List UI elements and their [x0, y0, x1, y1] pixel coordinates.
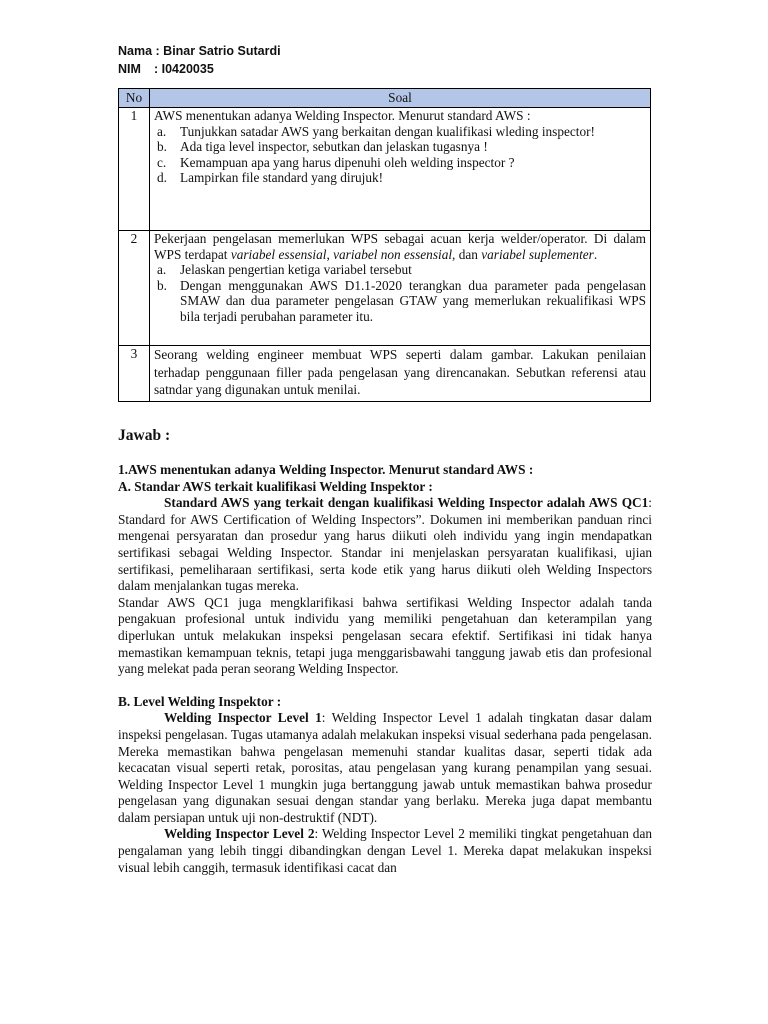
list-item: b. Dengan menggunakan AWS D1.1-2020 terangkan dua parameter pada pengelasan SMAW dan dua parameter pengelasan GTAW yang memerlukan rekualifikasi WPS bila terjadi perubahan parameter itu. [157, 277, 646, 324]
row-number: 2 [119, 231, 150, 346]
paragraph: Standar AWS QC1 juga mengklarifikasi bahwa sertifikasi Welding Inspector adalah tanda pengakuan profesional untuk individu yang memiliki pengetahuan dan keterampilan yang diperlukan untuk melakukan inspeksi pengelasan secara efektif. Sertifikasi ini tidak hanya memastikan kemampuan teknis, tetapi juga menggarisbawahi tanggung jawab etis dan profesional yang melekat pada peran seorang Welding Inspector. [118, 594, 652, 677]
nim-label: NIM [118, 62, 141, 76]
question-intro: AWS menentukan adanya Welding Inspector. Menurut standard AWS : [154, 108, 531, 123]
table-row [119, 231, 651, 346]
row-number: 3 [119, 346, 150, 402]
name-line [118, 42, 281, 60]
answer-section [118, 426, 652, 876]
question-cell [150, 346, 651, 402]
name-value: : Binar Satrio Sutardi [155, 44, 281, 58]
table-row [119, 346, 651, 402]
list-item: c. Kemampuan apa yang harus dipenuhi oleh welding inspector ? [157, 154, 515, 170]
answer-heading: Jawab : [118, 427, 171, 444]
question-cell [150, 231, 651, 346]
list-item: b. Ada tiga level inspector, sebutkan dan jelaskan tugasnya ! [157, 139, 488, 155]
paragraph: Welding Inspector Level 2: Welding Inspector Level 2 memiliki tingkat pengetahuan dan pengalaman yang lebih tinggi dibandingkan dengan Level 1. Mereka dapat melakukan inspeksi visual lebih canggih, termasuk identifikasi cacat dan [118, 826, 653, 875]
paragraph: Welding Inspector Level 1: Welding Inspector Level 1 adalah tingkatan dasar dalam inspeksi pengelasan. Tugas utamanya adalah melakukan inspeksi visual sederhana pada pengelasan. Mereka memastikan bahwa pengelasan memenuhi standar kualitas dasar, seperti tidak ada kecacatan visual seperti retak, porositas, atau pengelasan yang kurang penampilan yang sesuai. Welding Inspector Level 1 mungkin juga bertanggung jawab untuk memastikan bahwa prosedur pengelasan yang digunakan sesuai dengan standar yang berlaku. Mereka juga dapat membantu dalam persiapan untuk uji non-destruktif (NDT). [118, 710, 652, 825]
question-cell [150, 108, 651, 231]
nim-value: : I0420035 [154, 62, 214, 76]
paragraph: Standard AWS yang terkait dengan kualifikasi Welding Inspector adalah AWS QC1: Standard for AWS Certification of Welding Inspectors”. Dokumen ini memberikan panduan rinci mengenai persyaratan dan prosedur yang harus diikuti oleh individu yang ingin mendapatkan sertifikasi sebagai Welding Inspector. Standar ini menjelaskan persyaratan kualifikasi, ujian sertifikasi, pemeliharaan sertifikasi, serta kode etik yang harus diikuti oleh Welding Inspectors dalam menjalankan tugas mereka. [118, 495, 652, 594]
question-items [154, 262, 646, 324]
table-row [119, 108, 651, 231]
col-header-soal: Soal [150, 89, 651, 108]
question-1-title: 1.AWS menentukan adanya Welding Inspector. Menurut standard AWS : [118, 462, 534, 477]
name-label: Nama [118, 44, 153, 58]
question-table [118, 88, 651, 402]
table-header-row [119, 89, 651, 108]
student-header [118, 42, 281, 78]
list-item: a. Tunjukkan satadar AWS yang berkaitan dengan kualifikasi wleding inspector! [157, 123, 595, 139]
section-a-title: A. Standar AWS terkait kualifikasi Welding Inspektor : [118, 478, 433, 494]
list-item: d. Lampirkan file standard yang dirujuk! [157, 170, 384, 186]
question-intro: Seorang welding engineer membuat WPS seperti dalam gambar. Lakukan penilaian terhadap penggunaan filler pada pengelasan yang direncanakan. Sebutkan referensi atau satndar yang digunakan untuk menilai. [154, 347, 646, 397]
list-item: a. Jelaskan pengertian ketiga variabel tersebut [157, 262, 412, 278]
question-intro: Pekerjaan pengelasan memerlukan WPS sebagai acuan kerja welder/operator. Di dalam WPS terdapat variabel essensial, variabel non essensial, dan variabel suplementer. [154, 231, 646, 262]
section-b-title: B. Level Welding Inspektor : [118, 693, 282, 709]
col-header-no: No [119, 89, 150, 108]
row-number: 1 [119, 108, 150, 231]
nim-line [118, 60, 281, 78]
question-items [154, 124, 646, 186]
